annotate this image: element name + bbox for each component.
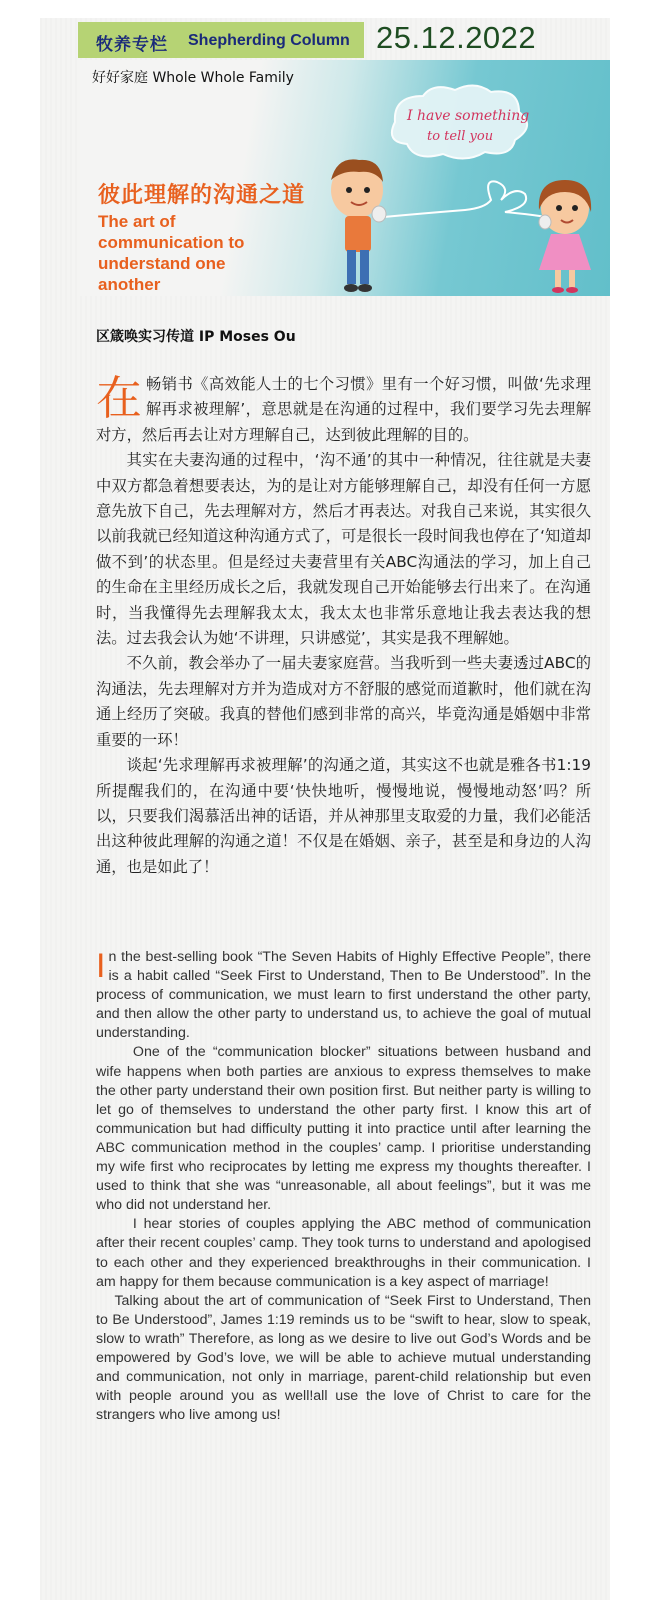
boy-figure (331, 159, 386, 292)
magazine-page (40, 18, 610, 1600)
section-subtitle: 好好家庭 Whole Whole Family (92, 70, 294, 86)
column-title-en: Shepherding Column (188, 32, 350, 49)
article-title-en: The art of communication to understand one another (98, 212, 245, 294)
cn-paragraph-1: 在畅销书《高效能人士的七个习惯》里有一个好习惯，叫做‘先求理解再求被理解’，意思就是在沟通的过程中，我们要学习先去理解对方，然后再去让对方理解自己，达到彼此理解的目的。 (96, 371, 591, 444)
speech-text-line1: I have something (407, 108, 530, 124)
cn-paragraph-4: 谈起‘先求理解再求被理解’的沟通之道，其实这不也就是雅各书1:19所提醒我们的，在沟通中要‘快快地听，慢慢地说，慢慢地动怒’吗？所以，只要我们渴慕活出神的话语，并从神那里支取爱的力量，我们必能活出这种彼此理解的沟通之道！不仅是在婚姻、亲子，甚至是和身边的人沟通，也是如此了！ (96, 756, 591, 876)
couple-telephone-illustration (315, 82, 605, 297)
dropcap-cn: 在 (96, 371, 142, 425)
en-paragraph-4: Talking about the art of communication of “Seek First to Understand, Then to Be Understood”, James 1:19 reminds us to be “swift to hear, slow to speak, slow to wrath” Therefore, as long as we desire to live out God’s Words and be empowered by God’s love, we will be able to achieve mutual understanding and communication, not only in marriage, parent-child relationship but even with people around you as well!all use the love of Christ to care for the strangers who live among us! (96, 1292, 591, 1424)
heart-string (373, 181, 563, 220)
cn-paragraph-2: 其实在夫妻沟通的过程中，‘沟不通’的其中一种情况，往往就是夫妻中双方都急着想要表达，为的是让对方能够理解自己，却没有任何一方愿意先放下自己，先去理解对方，然后才再表达。对我自己来说，其实很久以前我就已经知道这种沟通方式了，可是很长一段时间我也停在了‘知道却做不到’的状态里。但是经过夫妻营里有关ABC沟通法的学习，加上自己的生命在主里经历成长之后，我就发现自己开始能够去行出来了。在沟通时，当我懂得先去理解我太太，我太太也非常乐意地让我去表达我的想法。过去我会认为她‘不讲理，只讲感觉’，其实是我不理解她。 (96, 451, 591, 648)
speech-text-line2: to tell you (427, 129, 494, 144)
author-byline: 区箴唤实习传道 IP Moses Ou (96, 329, 296, 345)
article-body-en (96, 948, 591, 1425)
article-title-cn: 彼此理解的沟通之道 (98, 183, 306, 208)
column-title-cn: 牧养专栏 (96, 35, 168, 55)
article-body-cn (96, 372, 591, 880)
en-paragraph-2: One of the “communication blocker” situations between husband and wife happens when both parties are anxious to express themselves to make the other party understand their own position first. But neither party is willing to let go of themselves to understand the other party first. I know this art of communication but had difficulty putting it into practice until after learning the ABC communication method in the couples’ camp. I prioritise understanding my wife first who reciprocates by letting me express my thoughts thereafter. I used to think that she was “unreasonable, all about feelings”, but it was me who did not understand her. (96, 1044, 591, 1214)
girl-figure (539, 180, 591, 293)
dropcap-en: I (96, 947, 106, 985)
en-paragraph-3: I hear stories of couples applying the ABC method of communication after their recent couples’ camp. They took turns to understand and apologised to each other and they experienced breakthroughs in their communication. I am happy for them because communication is a key aspect of marriage! (96, 1216, 591, 1290)
issue-date: 25.12.2022 (376, 20, 537, 55)
en-paragraph-1: In the best-selling book “The Seven Habits of Highly Effective People”, there is a habit called “Seek First to Understand, Then to Be Understood”. In the process of communication, we must learn to first understand the other party, and then allow the other party to understand us, to achieve the goal of mutual understanding. (96, 947, 591, 1042)
cn-paragraph-3: 不久前，教会举办了一届夫妻家庭营。当我听到一些夫妻透过ABC的沟通法，先去理解对方并为造成对方不舒服的感觉而道歉时，他们就在沟通上经历了突破。我真的替他们感到非常的高兴，毕竟沟通是婚姻中非常重要的一环！ (96, 654, 591, 749)
